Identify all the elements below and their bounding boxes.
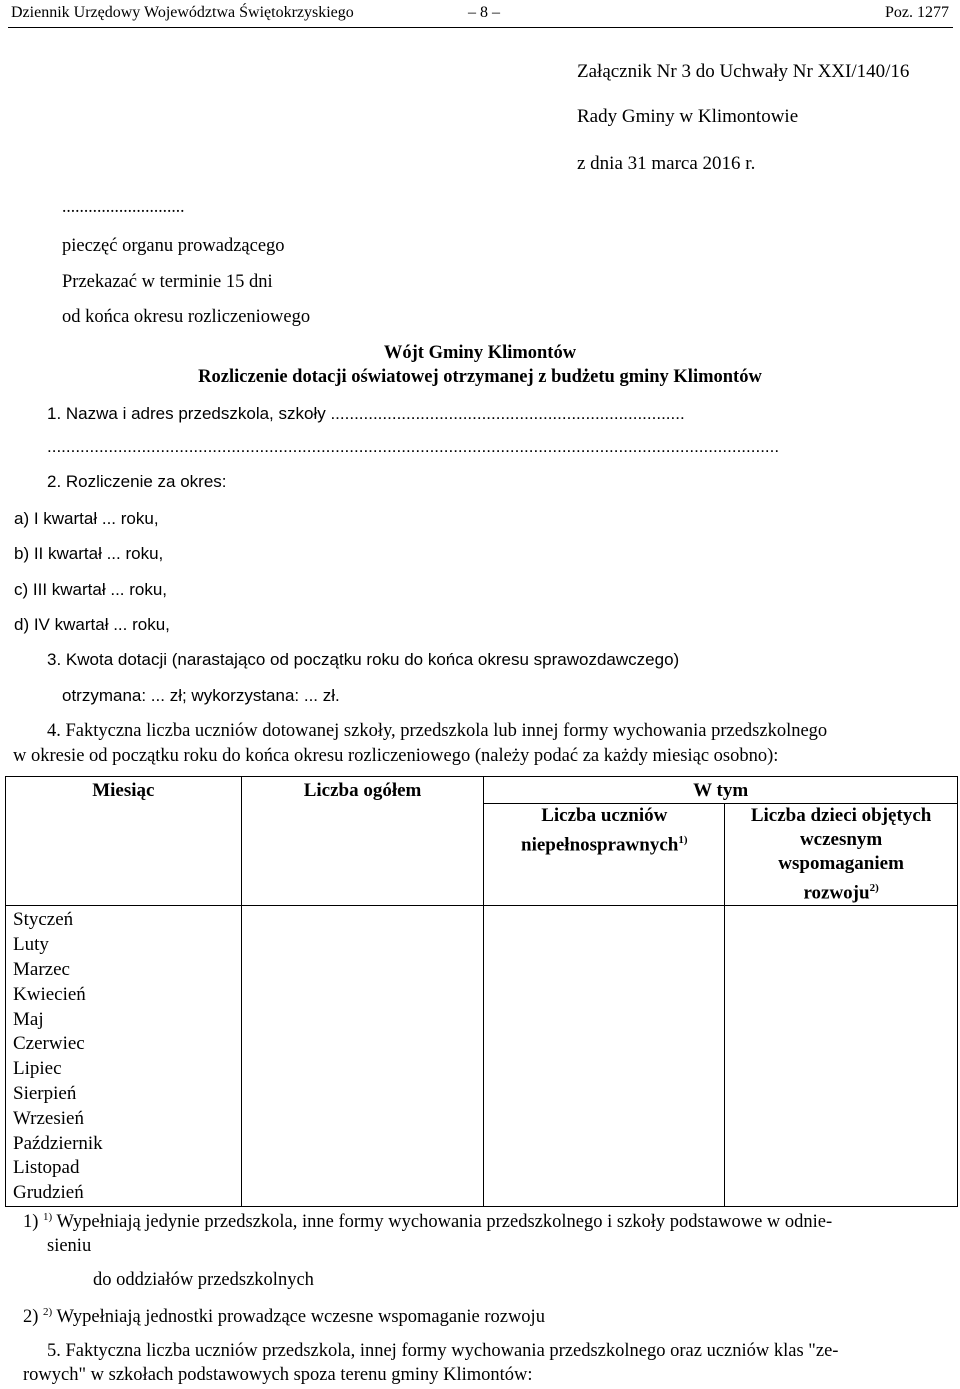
footnote-2-prefix: 2) <box>23 1307 39 1328</box>
month-label: Styczeń <box>13 909 74 931</box>
header-early-line-2: wczesnym <box>799 829 883 850</box>
annex-line-1: Załącznik Nr 3 do Uchwały Nr XXI/140/16 <box>577 61 910 82</box>
footnote-ref-1: 1) <box>678 834 688 846</box>
section-1-label: 1. Nazwa i adres przedszkola, szkoły ........................................................................... <box>47 404 685 423</box>
header-early-line-1: Liczba dzieci objętych <box>750 805 932 826</box>
quarter-4: d) IV kwartał ... roku, <box>14 615 170 634</box>
month-label: Listopad <box>13 1157 80 1179</box>
month-label: Kwiecień <box>13 983 86 1005</box>
document-heading: Rozliczenie dotacji oświatowej otrzymanej z budżetu gminy Klimontów <box>198 367 762 387</box>
footnote-1-sup: 1) <box>43 1211 53 1223</box>
disabled-input-cell[interactable] <box>484 906 725 1207</box>
quarter-1: a) I kwartał ... roku, <box>14 509 159 528</box>
student-count-table <box>5 776 958 1207</box>
footnote-1 <box>23 1211 832 1233</box>
month-label: Sierpień <box>13 1082 77 1104</box>
total-input-cell[interactable] <box>241 906 484 1207</box>
footnote-1-text: Wypełniają jedynie przedszkola, inne formy wychowania przedszkolnego i szkoły podstawowe w odnie- <box>56 1212 833 1233</box>
month-label: Maj <box>13 1008 44 1030</box>
footnote-ref-2: 2) <box>869 882 879 894</box>
page-number: – 8 – <box>468 4 500 21</box>
quarter-2: b) II kwartał ... roku, <box>14 544 164 563</box>
month-label: Luty <box>13 934 49 956</box>
addressee: Wójt Gminy Klimontów <box>383 343 577 363</box>
section-3-label: 3. Kwota dotacji (narastająco od początku roku do końca okresu sprawozdawczego) <box>47 650 680 669</box>
header-total: Liczba ogółem <box>241 777 484 906</box>
footnote-1-continuation: sieniu <box>47 1236 92 1256</box>
section-5-line-1: 5. Faktyczna liczba uczniów przedszkola, innej formy wychowania przedszkolnego oraz uczniów klas "ze- <box>47 1341 839 1361</box>
month-label: Lipiec <box>13 1058 62 1080</box>
footnote-2 <box>23 1306 545 1328</box>
footnote-2-text: Wypełniają jednostki prowadzące wczesne wspomaganie rozwoju <box>56 1307 545 1328</box>
deadline-line-2: od końca okresu rozliczeniowego <box>62 307 311 327</box>
deadline-line-1: Przekazać w terminie 15 dni <box>62 272 273 292</box>
month-label: Październik <box>13 1132 103 1154</box>
stamp-dots: ............................ <box>62 196 185 216</box>
section-2-label: 2. Rozliczenie za okres: <box>47 472 227 491</box>
annex-line-2: Rady Gminy w Klimontowie <box>577 106 799 127</box>
annex-line-3: z dnia 31 marca 2016 r. <box>577 153 756 174</box>
early-support-input-cell[interactable] <box>725 906 958 1207</box>
footnote-1-continuation-2: do oddziałów przedszkolnych <box>93 1270 314 1290</box>
section-5-line-2: rowych" w szkołach podstawowych spoza terenu gminy Klimontów: <box>23 1365 533 1385</box>
header-disabled-line-2: niepełnosprawnych <box>521 834 679 856</box>
header-disabled-line-1: Liczba uczniów <box>541 805 668 826</box>
header-early-support <box>725 804 958 906</box>
month-label: Czerwiec <box>13 1033 85 1055</box>
position-number: Poz. 1277 <box>885 4 949 21</box>
section-4-line-2: w okresie od początku roku do końca okresu rozliczeniowego (należy podać za każdy miesiąc osobno): <box>13 746 779 766</box>
header-rule <box>8 27 953 28</box>
header-disabled-students <box>484 804 725 906</box>
header-including: W tym <box>484 777 958 804</box>
header-month: Miesiąc <box>6 777 242 906</box>
footnote-2-sup: 2) <box>43 1306 53 1318</box>
month-label: Grudzień <box>13 1182 84 1204</box>
quarter-3: c) III kwartał ... roku, <box>14 580 168 599</box>
header-early-line-3: wspomaganiem <box>778 853 904 874</box>
publication-title: Dziennik Urzędowy Województwa Świętokrzyskiego <box>11 4 354 21</box>
month-label: Marzec <box>13 958 70 980</box>
month-label: Wrzesień <box>13 1107 84 1129</box>
footnote-1-prefix: 1) <box>23 1212 39 1233</box>
header-early-line-4: rozwoju <box>803 882 870 904</box>
section-1-continuation: ........................................................................................................................................................... <box>47 437 780 456</box>
stamp-label: pieczęć organu prowadzącego <box>62 236 285 256</box>
section-4-line-1: 4. Faktyczna liczba uczniów dotowanej szkoły, przedszkola lub innej formy wychowania przedszkolnego <box>47 721 828 741</box>
section-3-amounts: otrzymana: ... zł; wykorzystana: ... zł. <box>62 686 340 705</box>
month-column <box>6 906 242 1207</box>
